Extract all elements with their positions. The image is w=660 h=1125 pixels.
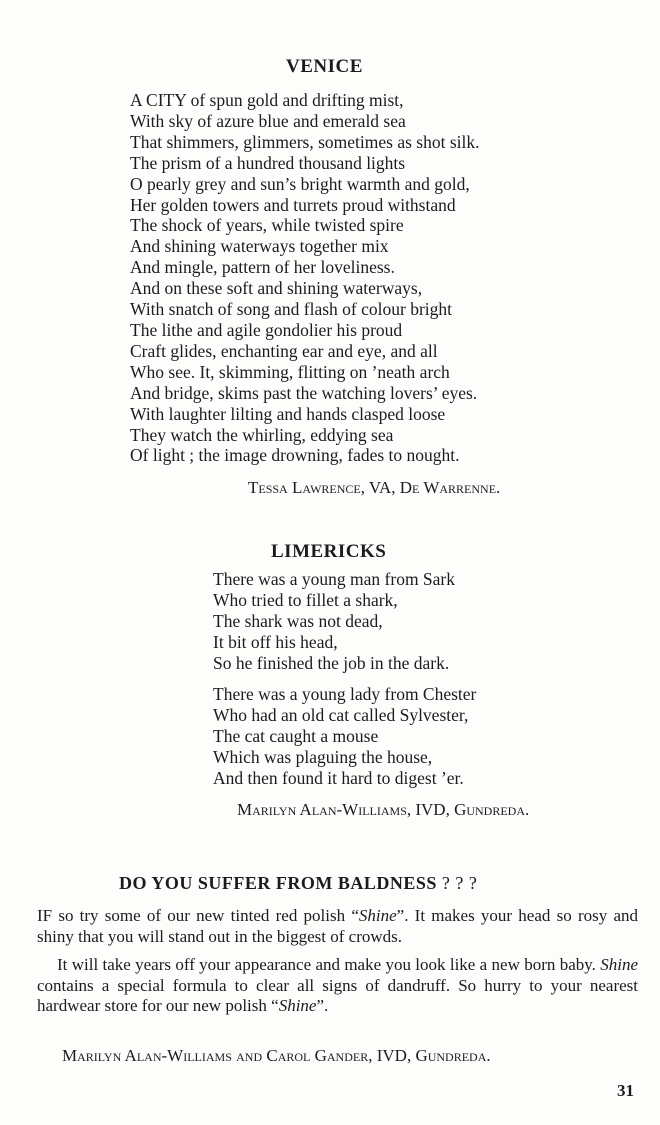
poem-line: The shark was not dead, bbox=[213, 610, 383, 631]
paragraph bbox=[37, 955, 638, 1017]
poem-line: Craft glides, enchanting ear and eye, and all bbox=[130, 340, 438, 361]
limerick-stanza bbox=[213, 684, 476, 789]
poem-line: Of light ; the image drowning, fades to nought. bbox=[130, 445, 460, 466]
text-run: ”. It makes your head so rosy and shiny that you will stand out in the biggest of crowds. bbox=[37, 906, 638, 946]
poem-line: And shining waterways together mix bbox=[130, 236, 389, 257]
attribution-text: Marilyn Alan-Williams and Carol Gander, IVD, Gundreda. bbox=[62, 1046, 491, 1065]
poem-line: With snatch of song and flash of colour bright bbox=[130, 299, 453, 320]
page-number: 31 bbox=[617, 1081, 634, 1100]
text-run: ”. bbox=[316, 996, 329, 1015]
poem-line: The cat caught a mouse bbox=[213, 725, 379, 746]
poem-line: They watch the whirling, eddying sea bbox=[130, 424, 394, 445]
venice-poem bbox=[130, 90, 480, 466]
poem-line: The prism of a hundred thousand lights bbox=[130, 152, 406, 173]
attribution-text: Marilyn Alan-Williams, IVD, Gundreda. bbox=[237, 800, 530, 819]
poem-line: And bridge, skims past the watching lovers’ eyes. bbox=[130, 382, 478, 403]
poem-line: The lithe and agile gondolier his proud bbox=[130, 319, 403, 340]
text-run: It will take years off your appearance and make you look like a new born baby. bbox=[57, 955, 601, 974]
poem-line: Who see. It, skimming, flitting on ’neath arch bbox=[130, 361, 450, 382]
poem-line: The shock of years, while twisted spire bbox=[130, 215, 404, 236]
poem-line: So he finished the job in the dark. bbox=[213, 652, 450, 673]
paragraph bbox=[37, 906, 638, 947]
poem-line: There was a young man from Sark bbox=[213, 569, 456, 589]
attribution-text: Tessa Lawrence, VA, De Warrenne. bbox=[248, 478, 501, 497]
baldness-title-text: DO YOU SUFFER FROM BALDNESS bbox=[119, 873, 437, 893]
venice-title: VENICE bbox=[286, 56, 363, 77]
limericks-attribution bbox=[237, 800, 529, 820]
baldness-attribution bbox=[62, 1046, 491, 1066]
poem-line: There was a young lady from Chester bbox=[213, 684, 477, 704]
product-name: Shine bbox=[278, 996, 317, 1015]
poem-line: With laughter lilting and hands clasped loose bbox=[130, 403, 446, 424]
poem-line: A CITY of spun gold and drifting mist, bbox=[130, 90, 404, 110]
poem-line: Who tried to fillet a shark, bbox=[213, 589, 398, 610]
baldness-title-suffix: ? ? ? bbox=[436, 873, 478, 893]
text-run: IF so try some of our new tinted red polish “ bbox=[37, 906, 359, 925]
venice-attribution bbox=[248, 478, 500, 498]
poem-line: Who had an old cat called Sylvester, bbox=[213, 704, 469, 725]
poem-line: Her golden towers and turrets proud withstand bbox=[130, 194, 456, 215]
limericks-title: LIMERICKS bbox=[271, 541, 387, 562]
poem-line: Which was plaguing the house, bbox=[213, 746, 433, 767]
baldness-title bbox=[119, 873, 477, 894]
poem-line: And on these soft and shining waterways, bbox=[130, 278, 423, 299]
poem-line: That shimmers, glimmers, sometimes as shot silk. bbox=[130, 131, 480, 152]
poem-line: With sky of azure blue and emerald sea bbox=[130, 110, 406, 131]
poem-line: And mingle, pattern of her loveliness. bbox=[130, 257, 395, 278]
baldness-body bbox=[37, 906, 638, 1017]
product-name: Shine bbox=[600, 955, 638, 974]
limerick-stanza bbox=[213, 569, 455, 674]
poem-line: And then found it hard to digest ’er. bbox=[213, 767, 464, 788]
product-name: Shine bbox=[358, 906, 397, 925]
poem-line: O pearly grey and sun’s bright warmth and gold, bbox=[130, 173, 470, 194]
poem-line: It bit off his head, bbox=[213, 631, 338, 652]
text-run: contains a special formula to clear all signs of dandruff. So hurry to your nearest hardwear store for our new polish “ bbox=[37, 975, 638, 1015]
